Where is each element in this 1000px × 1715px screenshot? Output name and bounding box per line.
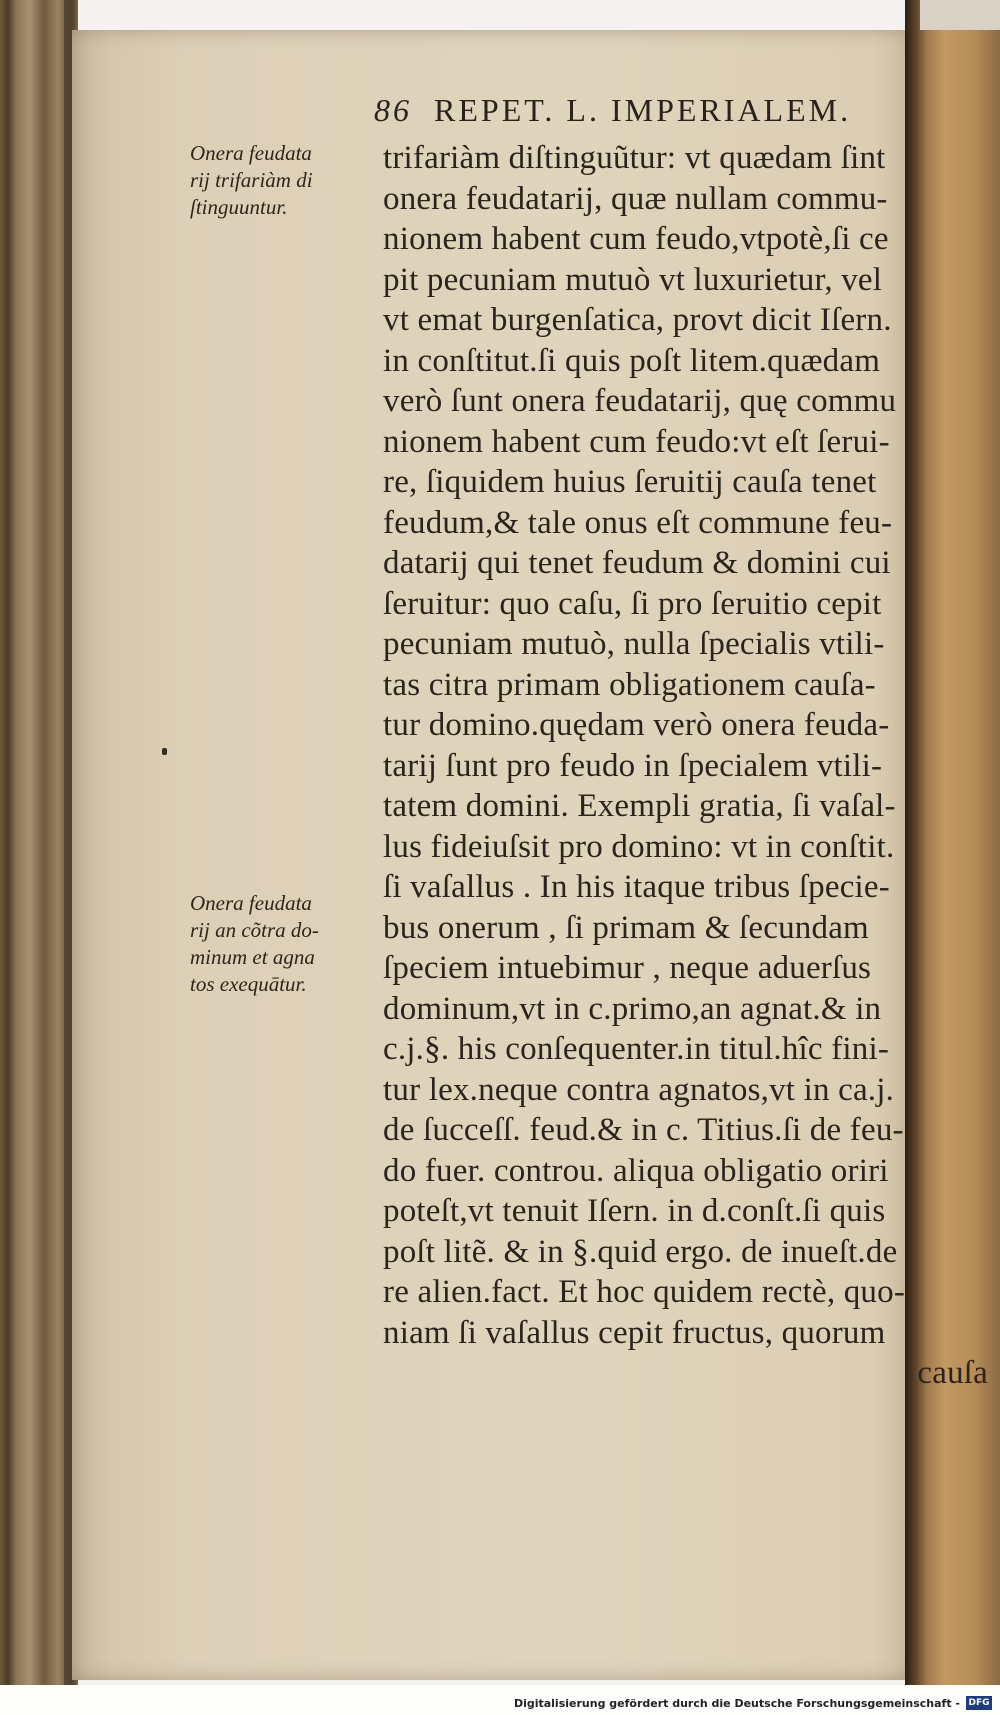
text-line: nionem habent cum feudo,vtpotè,ſi ce bbox=[383, 221, 889, 257]
catchword: cauſa bbox=[917, 1355, 988, 1391]
page-number: 86 bbox=[374, 92, 412, 128]
margin-note-line: Onera feudata bbox=[190, 891, 312, 915]
text-line: re alien.fact. Et hoc quidem rectè, quo- bbox=[383, 1274, 906, 1310]
text-line: datarij qui tenet feudum & domini cui bbox=[383, 545, 891, 581]
text-line: niam ſi vaſallus cepit fructus, quorum bbox=[383, 1314, 886, 1351]
margin-note-line: ſtinguuntur. bbox=[190, 195, 288, 219]
text-line: tatem domini. Exempli gratia, ſi vaſal- bbox=[383, 788, 896, 824]
text-line: pit pecuniam mutuò vt luxurietur, vel bbox=[383, 261, 883, 298]
page-title: REPET. L. IMPERIALEM. bbox=[434, 92, 852, 128]
text-line: verò ſunt onera feudatarij, quę commu bbox=[383, 383, 897, 419]
text-line: feudum,& tale onus eſt commune feu- bbox=[383, 504, 893, 541]
text-line: nionem habent cum feudo:vt eſt ſerui- bbox=[383, 423, 890, 460]
margin-note-1 bbox=[190, 140, 375, 221]
text-line: do fuer. controu. aliqua obligatio oriri bbox=[383, 1152, 889, 1189]
background-corner bbox=[920, 0, 1000, 30]
text-line: in conſtitut.ſi quis poſt litem.quædam bbox=[383, 342, 881, 379]
margin-note-line: Onera feudata bbox=[190, 141, 312, 165]
text-line: de ſucceſſ. feud.& in c. Titius.ſi de feu- bbox=[383, 1112, 904, 1148]
text-line: bus onerum , ſi primam & ſecundam bbox=[383, 909, 869, 946]
text-line: re, ſiquidem huius ſeruitij cauſa tenet bbox=[383, 464, 877, 500]
text-line: tur lex.neque contra agnatos,vt in ca.j. bbox=[383, 1071, 895, 1108]
text-line: pecuniam mutuò, nulla ſpecialis vtili- bbox=[383, 626, 885, 662]
margin-note-line: rij an cõtra do- bbox=[190, 918, 319, 942]
text-line: ſi vaſallus . In his itaque tribus ſpecie- bbox=[383, 869, 890, 905]
text-line: lus fideiuſsit pro domino: vt in conſtit. bbox=[383, 828, 895, 865]
body-text bbox=[383, 138, 988, 1394]
text-line: trifariàm diſtinguũtur: vt quædam ſint bbox=[383, 140, 886, 176]
ink-mark bbox=[162, 748, 167, 755]
running-head bbox=[374, 92, 851, 129]
text-line: vt emat burgenſatica, provt dicit Iſern. bbox=[383, 302, 892, 338]
text-line: c.j.§. his conſequenter.in titul.hîc fini- bbox=[383, 1031, 890, 1067]
text-line: dominum,vt in c.primo,an agnat.& in bbox=[383, 990, 882, 1027]
margin-note-line: rij trifariàm di bbox=[190, 168, 313, 192]
text-line: onera feudatarij, quæ nullam commu- bbox=[383, 180, 888, 217]
dfg-logo-icon: DFG bbox=[966, 1696, 992, 1710]
text-line: poſt litẽ. & in §.quid ergo. de inueſt.de bbox=[383, 1233, 898, 1270]
text-line: tur domino.quędam verò onera feuda- bbox=[383, 707, 890, 743]
text-line: ſpeciem intuebimur , neque aduerſus bbox=[383, 950, 872, 986]
margin-note-line: minum et agna bbox=[190, 945, 315, 969]
footer-credit: Digitalisierung gefördert durch die Deutsche Forschungsgemeinschaft - bbox=[513, 1697, 960, 1710]
text-line: poteſt,vt tenuit Iſern. in d.conſt.ſi quis bbox=[383, 1193, 886, 1229]
text-line: tas citra primam obligationem cauſa- bbox=[383, 666, 876, 703]
book-binding-left bbox=[0, 0, 78, 1685]
text-line: tarij ſunt pro feudo in ſpecialem vtili- bbox=[383, 747, 883, 784]
margin-note-2 bbox=[190, 890, 375, 998]
text-line: ſeruitur: quo caſu, ſi pro ſeruitio cepit bbox=[383, 585, 882, 622]
margin-note-line: tos exequātur. bbox=[190, 972, 307, 996]
